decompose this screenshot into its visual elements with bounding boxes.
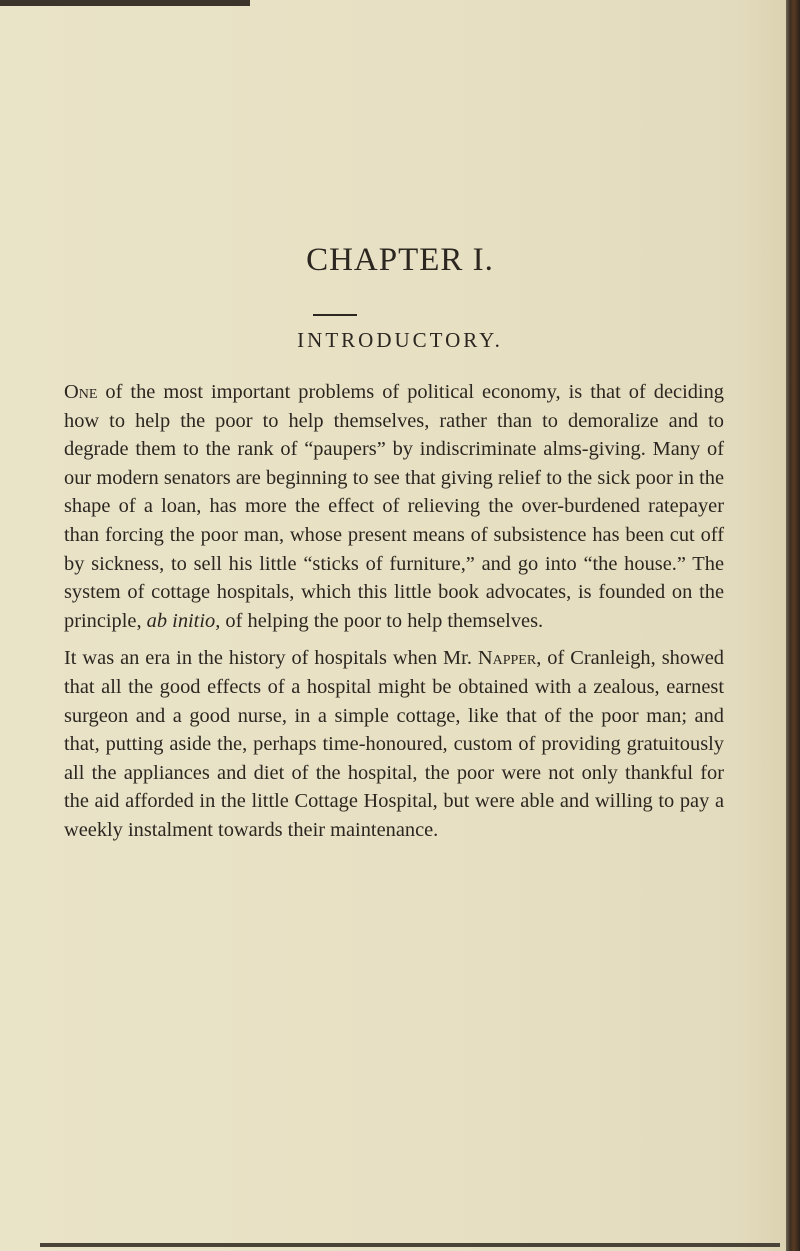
paragraph-1-text-a: of the most important problems of political economy, is that of deciding how to help the poor to help themselves, rather than to demoralize and to degrade them to the rank of “paupers” by indiscriminate alms-giving. Many of our modern senators are beginning to see that giving relief to the sick poor in the shape of a loan, has more the effect of relieving the over-burdened ratepayer than forcing the poor man, whose present means of subsistence has been cut off by sickness, to sell his little “sticks of furniture,” and go into “the house.” The system of cottage hospitals, which this little book advocates, is founded on the principle, <box>64 381 724 632</box>
paragraph-2-text-a: It was an era in the history of hospitals when Mr. <box>64 647 478 670</box>
paragraph-1 <box>64 378 724 635</box>
paragraph-1-text-b: of helping the poor to help themselves. <box>220 609 544 632</box>
book-binding-edge <box>786 0 800 1251</box>
section-title: INTRODUCTORY. <box>297 328 503 352</box>
body-text <box>64 378 724 845</box>
paragraph-1-lead: One <box>64 381 98 403</box>
heading-divider <box>313 314 357 316</box>
paragraph-1-italic: ab initio, <box>146 609 221 632</box>
paragraph-2 <box>64 644 724 844</box>
top-edge-rule <box>0 0 250 6</box>
bottom-edge-rule <box>40 1243 780 1247</box>
paragraph-2-name: Napper <box>477 647 537 670</box>
paragraph-2-text-b: , of Cranleigh, showed that all the good effects of a hospital might be obtained with a zealous, earnest surgeon and a good nurse, in a simple cottage, like that of the poor man; and that, putting aside the, perhaps time-honoured, custom of providing gratuitously all the appliances and diet of the hospital, the poor were not only thankful for the aid afforded in the little Cottage Hospital, but were able and willing to pay a weekly instalment towards their maintenance. <box>64 647 724 841</box>
chapter-heading: CHAPTER I. <box>306 242 494 278</box>
